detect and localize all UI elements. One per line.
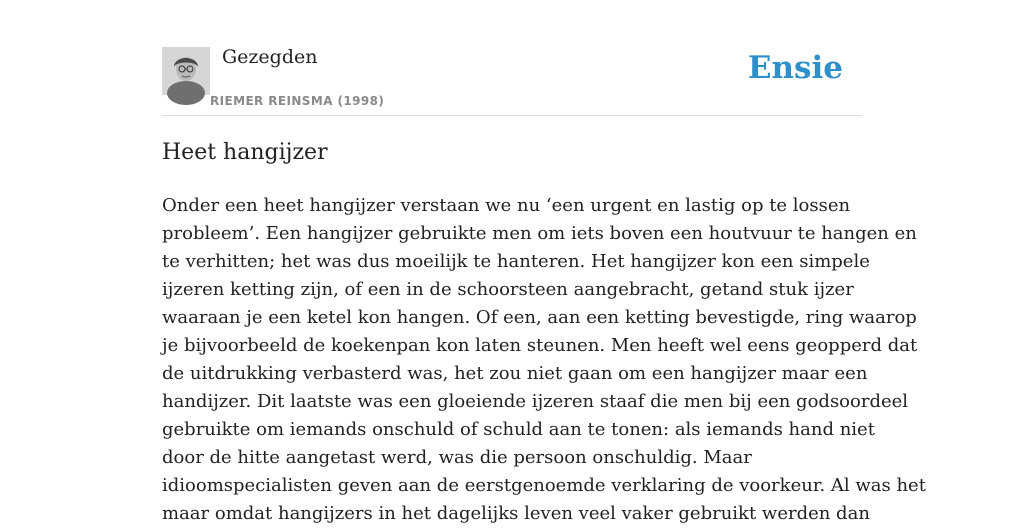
body-line: handijzer. Dit laatste was een gloeiende ijzeren staaf die men bij een godsoordeel: [162, 391, 909, 412]
article-body: [162, 192, 926, 528]
author-name[interactable]: RIEMER REINSMA (1998): [210, 94, 385, 108]
collection-title[interactable]: Gezegden: [222, 46, 318, 68]
page-header: [162, 0, 862, 116]
author-portrait-icon: [162, 47, 210, 95]
body-line: maar omdat hangijzers in het dagelijks leven veel vaker gebruikt werden dan: [162, 503, 870, 524]
body-line: idioomspecialisten geven aan de eerstgenoemde verklaring de voorkeur. Al was het: [162, 475, 926, 496]
body-line: je bijvoorbeeld de koekenpan kon laten steunen. Men heeft wel eens geopperd dat: [162, 335, 918, 356]
body-line: door de hitte aangetast werd, was die persoon onschuldig. Maar: [162, 447, 752, 468]
body-line: te verhitten; het was dus moeilijk te hanteren. Het hangijzer kon een simpele: [162, 251, 870, 272]
body-line: probleem’. Een hangijzer gebruikte men om iets boven een houtvuur te hangen en: [162, 223, 917, 244]
body-line: gebruikte om iemands onschuld of schuld aan te tonen: als iemands hand niet: [162, 419, 875, 440]
body-line: de uitdrukking verbasterd was, het zou niet gaan om een hangijzer maar een: [162, 363, 868, 384]
article-title: Heet hangijzer: [162, 140, 328, 165]
body-line: ijzeren ketting zijn, of een in de schoorsteen aangebracht, getand stuk ijzer: [162, 279, 854, 300]
body-line: waaraan je een ketel kon hangen. Of een, aan een ketting bevestigde, ring waarop: [162, 307, 917, 328]
brand-logo[interactable]: Ensie: [747, 50, 843, 86]
page-container: [162, 0, 926, 524]
author-avatar[interactable]: [162, 47, 210, 95]
body-line: Onder een heet hangijzer verstaan we nu ‘een urgent en lastig op te lossen: [162, 195, 851, 216]
